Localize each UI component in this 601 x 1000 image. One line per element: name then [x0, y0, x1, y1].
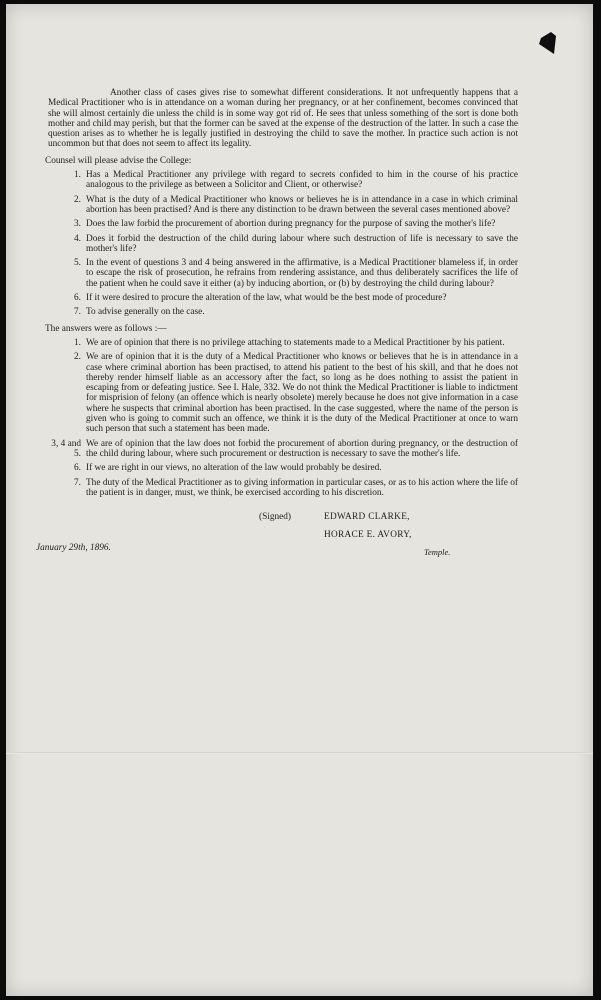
list-item	[48, 219, 518, 229]
question-text: What is the duty of a Medical Practitioner who knows or believes he is in attendance in a case in which criminal abortion has been practised? And is there any distinction to be drawn between the several cases mentioned above?	[86, 194, 518, 215]
answer-text: We are of opinion that it is the duty of a Medical Practitioner who knows or believes that he is in attendance in a case where criminal abortion has been practised, to attend his patient to the best of his skill, and that he does not thereby render himself liable as an accessory after the fact, so long as he does nothing to assist the patient in escaping from or defeating justice. See I. Hale, 332. We do not think the Medical Practitioner is liable to indictment for misprision of felony (an offence which is nearly obsolete) merely because he does not give information in a case where he suspects that criminal abortion has been practised. In the case suggested, where the name of the person is given who is going to commit such an offence, we think it is the duty of the Medical Practitioner at once to warn such person that such a statement has been made.	[86, 352, 518, 435]
ink-blot-icon	[537, 30, 557, 56]
signing-place: Temple.	[424, 547, 451, 558]
document-date: January 29th, 1896.	[36, 543, 111, 554]
list-item	[48, 463, 518, 473]
answer-number: 1.	[74, 337, 81, 348]
question-text: In the event of questions 3 and 4 being answered in the affirmative, is a Medical Practitioner blameless if, in order to escape the risk of prosecution, he refrains from rendering assistance, and thus deliberately sacrifices the life of the patient when he could save it either (a) by inducing abortion, or (b) by destroying the child during labour?	[86, 258, 518, 289]
question-number: 5.	[74, 258, 81, 269]
signature-block	[36, 512, 518, 572]
answer-text: We are of opinion that the law does not forbid the procurement of abortion during pregnancy, or the destruction of the child during labour, where such procurement or destruction is necessary to save the mother's life.	[86, 438, 518, 459]
counsel-heading: Counsel will please advise the College:	[45, 155, 192, 166]
question-number: 2.	[74, 194, 81, 205]
signed-label: (Signed)	[259, 512, 292, 523]
answer-number: 7.	[74, 477, 81, 488]
answer-number: 3, 4 and 5.	[51, 438, 81, 459]
question-number: 1.	[74, 170, 81, 181]
answer-number: 6.	[74, 463, 81, 474]
answer-text: We are of opinion that there is no privilege attaching to statements made to a Medical Practitioner by his patient.	[86, 337, 505, 348]
list-item	[48, 338, 518, 348]
signatory-name: EDWARD CLARKE,	[324, 512, 410, 523]
list-item	[48, 352, 518, 434]
signatory-name: HORACE E. AVORY,	[324, 530, 412, 541]
answer-list	[48, 338, 518, 498]
question-text: Has a Medical Practitioner any privilege with regard to secrets confided to him in the course of his practice analogous to the privilege as between a Solicitor and Client, or otherwise?	[86, 170, 518, 191]
question-text: Does it forbid the destruction of the child during labour where such destruction of life is necessary to save the mother's life?	[86, 233, 518, 254]
answer-number: 2.	[74, 352, 81, 363]
question-text: Does the law forbid the procurement of abortion during pregnancy for the purpose of saving the mother's life?	[86, 219, 496, 230]
question-number: 7.	[74, 307, 81, 318]
intro-paragraph: Another class of cases gives rise to somewhat different considerations. It not unfrequently happens that a Medical Practitioner who is in attendance on a woman during her pregnancy, or at her confinement, becomes convinced that she will almost certainly die unless the child is in some way got rid of. He sees that unless something of the sort is done both mother and child may perish, but that the former can be saved at the expense of the destruction of the latter. In such a case the question arises as to whether he is legally justified in destroying the child to save the mother. In practice such action is not uncommon but that does not seem to affect its legality.	[48, 88, 518, 150]
list-item	[48, 234, 518, 255]
list-item	[48, 293, 518, 303]
list-item	[48, 307, 518, 317]
document-page	[6, 4, 593, 996]
document-body	[36, 88, 518, 572]
answers-heading: The answers were as follows :—	[45, 323, 167, 334]
answer-text: The duty of the Medical Practitioner as to giving information in particular cases, or as to his action where the life of the patient is in danger, must, we think, be exercised according to his discretion.	[86, 477, 518, 498]
question-number: 6.	[74, 293, 81, 304]
paper-fold-line	[6, 752, 593, 754]
answer-text: If we are right in our views, no alteration of the law would probably be desired.	[86, 463, 382, 474]
list-item	[48, 258, 518, 289]
list-item	[48, 170, 518, 191]
question-number: 3.	[74, 219, 81, 230]
question-text: If it were desired to procure the alteration of the law, what would be the best mode of procedure?	[86, 293, 447, 304]
question-number: 4.	[74, 233, 81, 244]
list-item	[48, 195, 518, 216]
question-text: To advise generally on the case.	[86, 307, 205, 318]
list-item	[48, 439, 518, 460]
list-item	[48, 478, 518, 499]
question-list	[48, 170, 518, 318]
